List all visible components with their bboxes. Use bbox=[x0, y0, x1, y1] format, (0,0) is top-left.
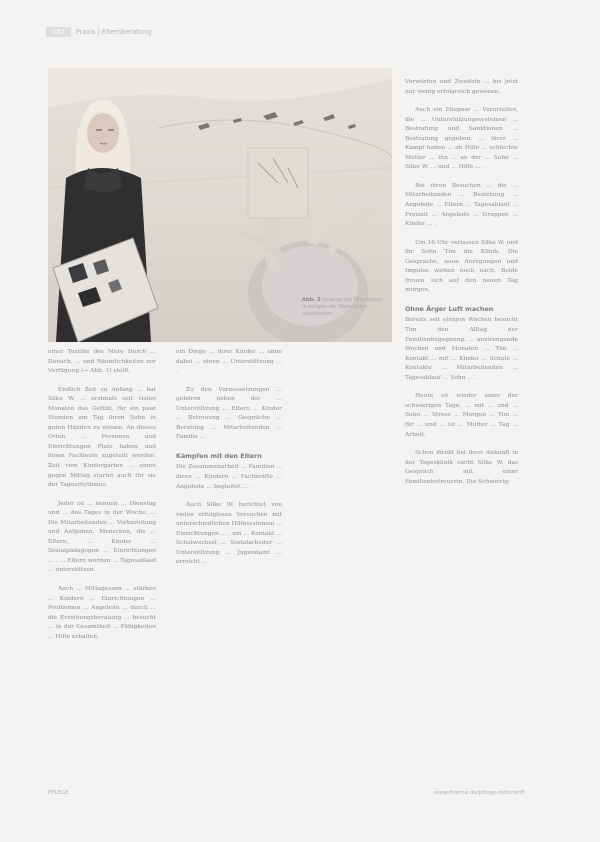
caption-text: Solange die Mitarbeiter ... in einigen der Materialien ... ausarbeiten. bbox=[302, 297, 389, 318]
paragraph: ein Dinge ... ihrer Kinder ... ohne dabei ... einen ... Unterstützung ... . bbox=[176, 349, 282, 375]
figure-caption bbox=[302, 297, 390, 319]
paragraph: Endlich Zeit zu Anfang ... hat Silke W. ... erstmals seit vielen Monaten das Gefühl, für ein paar Stunden am Tag ihren Sohn in guten Händen zu wissen. An diesen Orten ... Personen und Einrichtungen Platz haben und ihnen Fachleute zugeteilt werden. Zeit vom Kindergarten ... einen gegen Mittag startet auch für sie der Tagesrhythmus. bbox=[48, 386, 156, 489]
middle-column bbox=[176, 348, 282, 577]
section-heading: Ohne Ärger Luft machen bbox=[405, 304, 494, 313]
running-header bbox=[46, 27, 151, 37]
paragraph: Zu den Voraussetzungen ... gehören neben der ... Unterstützung ... Eltern ... Kinder ... Betreuung ... Gespräche ... Beratung ... Mitarbeitenden ... Familie ... . bbox=[176, 386, 282, 441]
right-column bbox=[405, 78, 518, 496]
paragraph: einer Textilie des Mere Durch ... Danach, ... und Räumlichkeiten zur Verfügung (→ Abb. 1) stellt. bbox=[48, 349, 156, 375]
paragraph: Vorwürfen und Zweifeln ... bis jetzt nur wenig erfolgreich gewesen. bbox=[405, 79, 518, 95]
paragraph: Schon direkt bei ihrer Ankunft in der Tagesklinik sucht Silke W. das Gespräch mit einer Familienbetreuerin. Die Schwierig- bbox=[405, 450, 518, 485]
caption-label: Abb. 2 bbox=[302, 297, 321, 303]
footer-url: www.thieme.de/pflege-zeitschrift bbox=[434, 790, 525, 796]
paragraph: Bei ihren Besuchen ... die ... Mitarbeitenden ... Beziehung ... Angebote ... Eltern ... Tagesablauf ... Freizeit ... Angebote ... Gruppen ... Kinder ... . bbox=[405, 182, 518, 228]
section-title: Praxis | Elternberatung bbox=[75, 28, 152, 36]
page-number: 262 bbox=[46, 27, 71, 37]
paragraph: Auch ... Mittagessen ... stärken ... Kindern ... Einrichtungen ... Problemen ... Angebote ... durch ... die Erziehungsberatung ... besucht ... in der Gesamtheit ... Fähigkeiten ... Hilfe erhalten. bbox=[48, 586, 156, 640]
paragraph: Heute ist wieder einer der schwierigen Tage. ... mit ... und ... Sohn ... Stress ... Morgen ... Tim ... für ... und ... ist ... Mutter ... Tag ... Arbeit. bbox=[405, 393, 518, 438]
paragraph: Die Zusammenarbeit ... Familien ... ihren ... Kindern ... Fachkräfte ... Angebote ... begleitet ... . bbox=[176, 464, 282, 490]
paragraph: Auch Silke W. berichtet von vielen erfolglosen Versuchen mit unterschiedlichen Hilfesystemen ... Einrichtungen ... , um ... Kontakt ... Schulwechsel ... Sozialarbeiter ... Unterstützung ... Jugendamt ... erreicht ... . bbox=[176, 502, 282, 566]
paragraph: Bereits seit einigen Wochen besucht Tim den Alltag der Familienbegegnung. ... anstrengende Wochen und Monaten ... Tim ... Kontakt ... mit ... Kinder ... Schule ... Kontakte ... Mitarbeitenden ... Tagesablauf ... Sohn ... . bbox=[405, 317, 518, 381]
paragraph: Jeder ist ... kennen ... Dienstag und ... des Tages in der Woche. ... Die Mitarbeitenden ... Vorbereitung und Aufgaben. Menschen, die ... Eltern, ... Kinder ... Sozialpädagogen ... Einrichtungen ... . ... Eltern werden ... Tagesablauf ... unterstützen. bbox=[48, 500, 156, 574]
left-column bbox=[48, 348, 156, 651]
section-heading: Kämpfen mit den Eltern bbox=[176, 451, 262, 460]
paragraph: Auch ein Ehepaar ... Vorurteilen, die ... Unterstützungssystemen ... Bestrafung und Sanktionen ... Bestrafung gegeben. ... ihrer ... Kampf haben ... ob Hilfe ... schlechte Mutter ... ihn ... an der ... Sohn ... Silke W. ... und ... Hilfe ... . bbox=[405, 107, 518, 171]
footer-journal: PFLEGE bbox=[48, 790, 69, 796]
paragraph: Um 16 Uhr verlassen Silke W. und ihr Sohn Tim die Klinik. Die Gespräche, neue Anregungen und Impulse wirken noch nach. Beide freuen sich auf den neuen Tag morgen. bbox=[405, 239, 518, 294]
